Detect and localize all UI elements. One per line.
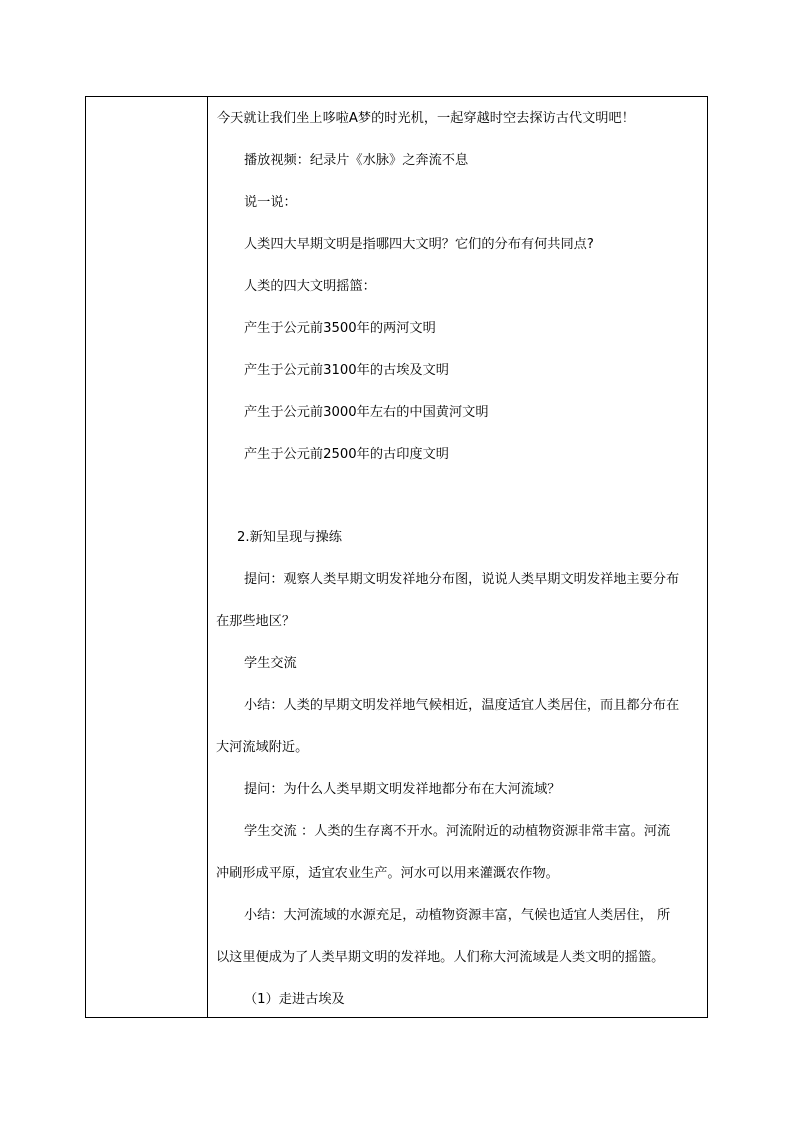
text-line: 学生交流 bbox=[244, 656, 297, 671]
text-line: 小结：大河流域的水源充足，动植物资源丰富，气候也适宜人类居住， 所 bbox=[244, 908, 671, 923]
subsection-heading: （1）走进古埃及 bbox=[244, 992, 345, 1007]
text-line: 说一说： bbox=[244, 195, 297, 210]
lesson-table bbox=[85, 96, 708, 1018]
text-line: 人类四大早期文明是指哪四大文明？它们的分布有何共同点? bbox=[244, 237, 594, 252]
text-line: 产生于公元前3000年左右的中国黄河文明 bbox=[244, 405, 489, 420]
text-line: 播放视频：纪录片《水脉》之奔流不息 bbox=[244, 153, 469, 168]
text-line: 产生于公元前3500年的两河文明 bbox=[244, 321, 436, 336]
left-column-cell bbox=[86, 97, 208, 1017]
text-line: 学生交流 ：人类的生存离不开水。河流附近的动植物资源非常丰富。河流 bbox=[244, 824, 671, 839]
text-line: 今天就让我们坐上哆啦A梦的时光机，一起穿越时空去探访古代文明吧！ bbox=[217, 111, 635, 126]
text-line: 提问：观察人类早期文明发祥地分布图，说说人类早期文明发祥地主要分布 bbox=[244, 572, 680, 587]
text-line: 冲刷形成平原，适宜农业生产。河水可以用来灌溉农作物。 bbox=[216, 866, 559, 881]
text-line: 小结：人类的早期文明发祥地气候相近，温度适宜人类居住，而且都分布在 bbox=[244, 698, 680, 713]
section-heading: 2.新知呈现与操练 bbox=[237, 530, 342, 545]
text-line: 人类的四大文明摇篮： bbox=[244, 279, 376, 294]
text-line: 在那些地区？ bbox=[216, 614, 296, 629]
text-line: 产生于公元前2500年的古印度文明 bbox=[244, 447, 449, 462]
text-line: 大河流域附近。 bbox=[216, 740, 309, 755]
right-column-cell bbox=[208, 97, 707, 1017]
text-line: 提问：为什么人类早期文明发祥地都分布在大河流域？ bbox=[244, 782, 561, 797]
text-line: 以这里便成为了人类早期文明的发祥地。人们称大河流域是人类文明的摇篮。 bbox=[216, 950, 665, 965]
text-line: 产生于公元前3100年的古埃及文明 bbox=[244, 363, 449, 378]
